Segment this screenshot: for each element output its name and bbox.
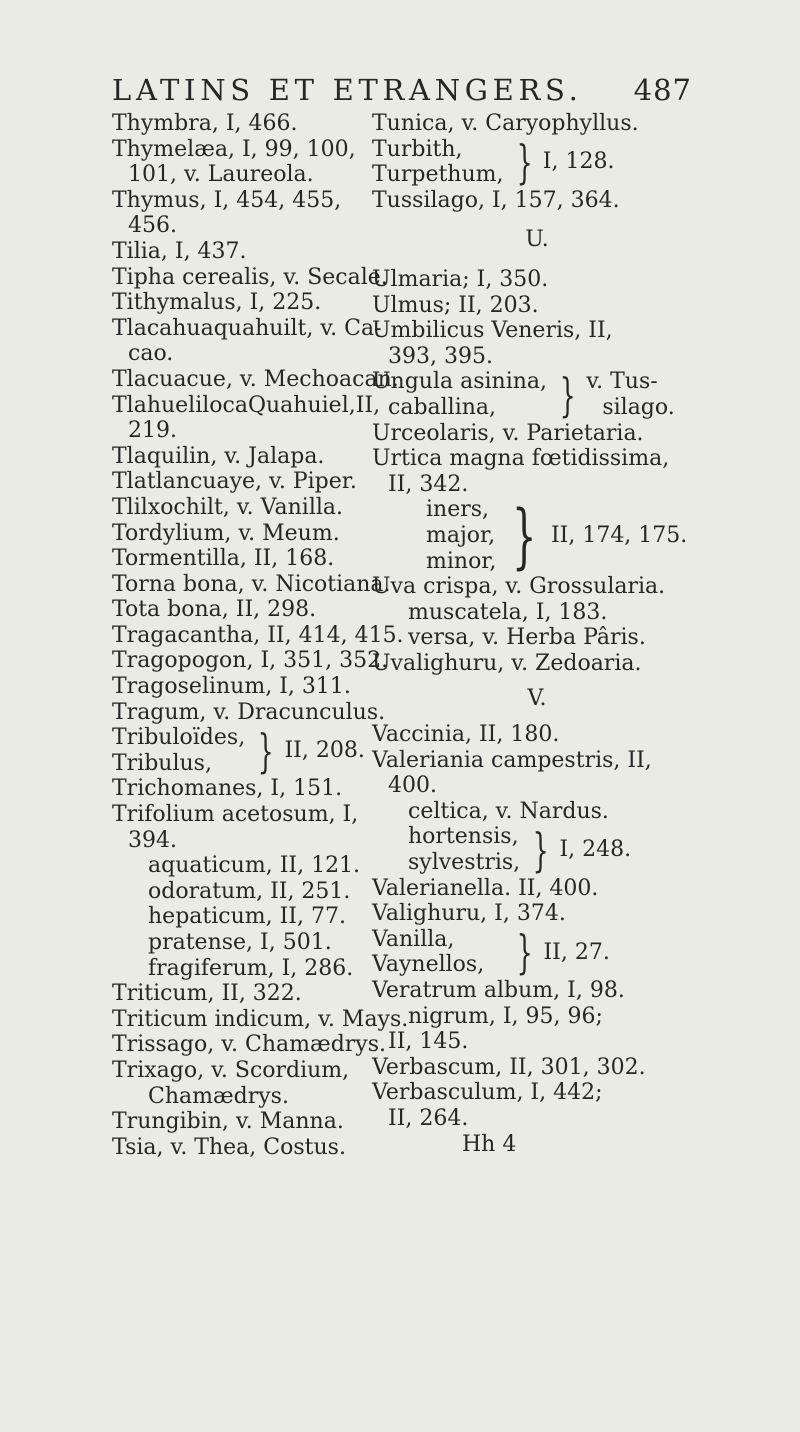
index-entry: Tragum, v. Dracunculus.	[112, 699, 386, 725]
index-entry-continuation: 393, 395.	[388, 343, 493, 369]
index-entry: Uvalighuru, v. Zedoaria.	[372, 650, 642, 676]
index-entry: Uva crispa, v. Grossularia.	[372, 574, 666, 600]
index-subentry: nigrum, I, 95, 96;	[408, 1003, 603, 1029]
index-entry: Trichomanes, I, 151.	[112, 776, 343, 802]
brace-item: Tribuloïdes,	[112, 725, 246, 751]
index-entry: Umbilicus Veneris, II,	[372, 318, 613, 344]
brace-glyph: }	[516, 925, 533, 980]
brace-reference: II, 27.	[543, 939, 610, 965]
brace-reference: I, 128.	[542, 149, 615, 175]
brace-item: major,	[426, 522, 496, 548]
index-entry: Tormentilla, II, 168.	[112, 546, 335, 572]
section-letter-u: U.	[525, 227, 549, 253]
index-entry: Trissago, v. Chamædrys.	[112, 1032, 387, 1058]
brace-glyph: }	[516, 135, 533, 190]
brace-glyph: }	[512, 494, 537, 577]
brace-reference: II, 174, 175.	[550, 522, 688, 548]
brace-glyph: }	[257, 723, 274, 778]
index-entry: Thymbra, I, 466.	[112, 111, 298, 136]
index-entry: Ulmaria; I, 350.	[372, 266, 549, 292]
index-entry: Trungibin, v. Manna.	[112, 1109, 344, 1135]
index-entry: Urceolaris, v. Parietaria.	[372, 420, 644, 446]
running-header	[112, 70, 692, 110]
signature-mark: Hh 4	[462, 1131, 517, 1157]
index-entry: Urtica magna fœtidissima,	[372, 446, 670, 472]
index-entry: Tota bona, II, 298.	[112, 597, 317, 623]
index-entry: Tlacahuaquahuilt, v. Ca-	[112, 315, 382, 341]
index-entry: Tithymalus, I, 225.	[112, 290, 322, 316]
index-entry-continuation: II, 264.	[388, 1105, 469, 1131]
index-entry-continuation: 456.	[128, 213, 177, 239]
index-entry: Trixago, v. Scordium,	[112, 1057, 350, 1083]
index-entry: Thymus, I, 454, 455,	[112, 187, 342, 213]
brace-group	[112, 725, 380, 776]
index-entry: Tragoselinum, I, 311.	[112, 674, 351, 700]
index-entry: Tilia, I, 437.	[112, 238, 247, 264]
right-index-column	[372, 111, 702, 1157]
brace-group	[372, 494, 702, 577]
index-entry: Thymelæa, I, 99, 100,	[112, 136, 356, 162]
index-subentry: fragiferum, I, 286.	[148, 955, 354, 981]
index-entry: Tipha cerealis, v. Secale.	[112, 264, 388, 290]
brace-item: iners,	[426, 497, 490, 523]
index-entry: Trifolium acetosum, I,	[112, 802, 359, 828]
index-entry: Triticum, II, 322.	[112, 981, 302, 1007]
index-entry: Tsia, v. Thea, Costus.	[112, 1134, 346, 1160]
brace-item: sylvestris,	[408, 850, 521, 876]
index-subentry: celtica, v. Nardus.	[408, 798, 609, 824]
index-entry-continuation: 101, v. Laureola.	[128, 162, 314, 188]
header-title: LATINS ET ETRANGERS.	[112, 73, 583, 107]
brace-item: Vanilla,	[372, 926, 455, 952]
brace-glyph: }	[559, 367, 576, 422]
brace-item: Turpethum,	[372, 162, 504, 188]
index-entry-continuation: cao.	[128, 341, 174, 367]
brace-group	[372, 137, 702, 188]
index-subentry: muscatela, I, 183.	[408, 599, 608, 625]
index-entry-continuation: 394.	[128, 827, 177, 853]
brace-group	[372, 927, 702, 978]
left-index-column	[112, 111, 409, 1160]
index-entry-continuation: II, 342.	[388, 471, 469, 497]
index-entry: Torna bona, v. Nicotiana.	[112, 571, 391, 597]
index-entry: Ulmus; II, 203.	[372, 292, 539, 318]
section-letter-v: V.	[527, 686, 547, 712]
index-entry: Tragopogon, I, 351, 352.	[112, 648, 389, 674]
brace-reference: v. Tus-	[586, 369, 658, 395]
brace-item: Turbith,	[372, 136, 463, 162]
index-entry-continuation: 400.	[388, 773, 437, 799]
index-entry: Tragacantha, II, 414, 415.	[112, 622, 404, 648]
brace-reference: silago.	[602, 394, 675, 420]
brace-item: caballina,	[388, 394, 497, 420]
brace-item: hortensis,	[408, 824, 519, 850]
index-entry-continuation: 219.	[128, 418, 177, 444]
index-entry: Tunica, v. Caryophyllus.	[372, 111, 639, 136]
index-entry: Tussilago, I, 157, 364.	[372, 187, 620, 213]
brace-group	[372, 369, 702, 420]
index-subentry: odoratum, II, 251.	[148, 878, 351, 904]
index-entry: Tlaquilin, v. Jalapa.	[112, 443, 325, 469]
index-entry: Valerianella. II, 400.	[372, 875, 599, 901]
index-entry-continuation: II, 145.	[388, 1029, 469, 1055]
brace-item: Ungula asinina,	[372, 369, 548, 395]
index-entry: Valighuru, I, 374.	[372, 901, 566, 927]
brace-item: minor,	[426, 548, 497, 574]
index-entry: Veratrum album, I, 98.	[372, 978, 625, 1003]
index-subentry: hepaticum, II, 77.	[148, 904, 346, 930]
brace-item: Vaynellos,	[372, 952, 485, 978]
index-entry: Triticum indicum, v. Mays.	[112, 1006, 409, 1032]
index-entry-continuation: Chamædrys.	[148, 1083, 289, 1109]
index-subentry: versa, v. Herba Pâris.	[408, 625, 646, 651]
brace-item: Tribulus,	[112, 750, 212, 776]
index-entry: Verbasculum, I, 442;	[372, 1080, 603, 1106]
index-entry: Vaccinia, II, 180.	[372, 722, 560, 748]
index-entry: Tlilxochilt, v. Vanilla.	[112, 494, 343, 520]
index-entry: Tordylium, v. Meum.	[112, 520, 340, 546]
index-entry: TlahuelilocaQuahuiel,II,	[112, 392, 381, 418]
index-subentry: aquaticum, II, 121.	[148, 853, 361, 879]
index-entry: Valeriania campestris, II,	[372, 747, 652, 773]
brace-reference: II, 208.	[284, 738, 365, 764]
page-number: 487	[633, 73, 692, 107]
brace-glyph: }	[532, 823, 549, 878]
index-entry: Tlacuacue, v. Mechoacan.	[112, 366, 399, 392]
index-entry: Verbascum, II, 301, 302.	[372, 1054, 646, 1080]
brace-group	[372, 823, 702, 878]
index-entry: Tlatlancuaye, v. Piper.	[112, 469, 357, 495]
index-subentry: pratense, I, 501.	[148, 930, 332, 955]
brace-reference: I, 248.	[559, 837, 632, 863]
